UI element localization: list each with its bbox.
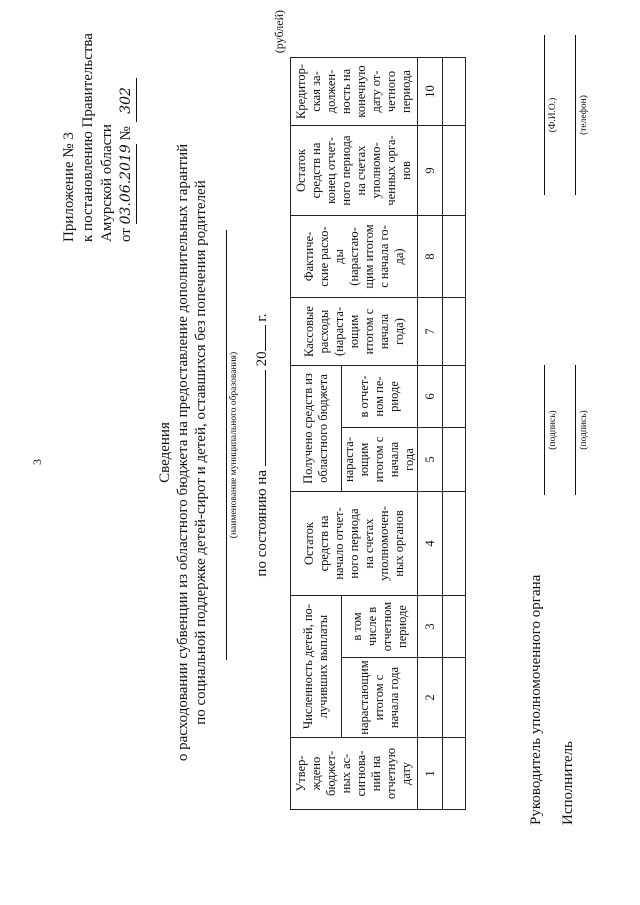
column-number: 7 bbox=[418, 298, 443, 366]
column-number: 5 bbox=[418, 428, 443, 492]
column-number: 8 bbox=[418, 216, 443, 298]
header-actual-expenses: Фактиче- ские расхо- ды (нарастаю- щим итогом с начала го- да) bbox=[291, 216, 418, 298]
appendix-resolution-ref: к постановлению Правительства bbox=[80, 33, 96, 242]
head-fio-line[interactable] bbox=[544, 35, 545, 195]
municipality-caption: (наименование муниципального образования) bbox=[229, 351, 239, 539]
header-opening-balance: Остаток средств на начало отчет- ного периода на счетах уполномочен- ных органов bbox=[291, 492, 418, 596]
column-number: 4 bbox=[418, 492, 443, 596]
column-number: 3 bbox=[418, 596, 443, 658]
header-children-count: Численность детей, по- лучивших выплаты bbox=[291, 596, 342, 738]
column-number: 6 bbox=[418, 366, 443, 428]
document-heading: Сведения bbox=[157, 422, 173, 483]
document-subtitle-line1: о расходовании субвенции из областного бюджета на предоставление дополнительных гарантий bbox=[175, 143, 191, 762]
as-of-prefix: по состоянию на bbox=[254, 469, 270, 577]
header-children-period: в том числе в отчетном периоде bbox=[342, 596, 418, 658]
number-label: № bbox=[118, 126, 134, 141]
page-number: 3 bbox=[30, 459, 44, 465]
header-received-period: в отчет- ном пе- риоде bbox=[342, 366, 418, 428]
header-accounts-payable: Кредитор- ская за- должен- ность на конечную дату от- четного периода bbox=[291, 58, 418, 126]
header-received-cumulative: нараста- ющим итогом с начала года bbox=[342, 428, 418, 492]
column-number: 1 bbox=[418, 738, 443, 810]
document-subtitle-line2: по социальной поддержке детей-сирот и детей, оставшихся без попечения родителей bbox=[193, 180, 209, 725]
header-cash-expenses: Кассовые расходы (нараста- ющим итогом с начала года) bbox=[291, 298, 418, 366]
handwritten-date: 03.06.2019 bbox=[117, 144, 137, 224]
head-fio-caption: (Ф.И.О.) bbox=[548, 97, 558, 133]
column-number: 10 bbox=[418, 58, 443, 126]
column-number: 9 bbox=[418, 126, 443, 216]
executor-phone-caption: (телефон) bbox=[579, 95, 589, 135]
executor-signature-line[interactable] bbox=[575, 365, 576, 495]
appendix-region: Амурской области bbox=[99, 124, 115, 242]
head-signature-caption: (подпись) bbox=[548, 410, 558, 450]
as-of-year-prefix: 20 bbox=[254, 351, 270, 367]
header-approved-allocations: Утвер- ждено бюджет- ных ас- сигнова- ний на отчетную дату bbox=[291, 738, 418, 810]
appendix-title: Приложение № 3 bbox=[61, 132, 77, 242]
header-received-funds: Получено средств из областного бюджета bbox=[291, 366, 342, 492]
signatures-block bbox=[0, 5, 640, 825]
header-children-cumulative: нарастающим итогом с начала года bbox=[342, 658, 418, 738]
executor-phone-line[interactable] bbox=[575, 35, 576, 195]
as-of-year-suffix: г. bbox=[254, 313, 270, 322]
head-of-authority-label: Руководитель уполномоченного органа bbox=[528, 574, 544, 825]
executor-signature-caption: (подпись) bbox=[579, 410, 589, 450]
header-closing-balance: Остаток средств на конец отчет- ного периода на счетах уполномо- ченных орга- нов bbox=[291, 126, 418, 216]
executor-label: Исполнитель bbox=[560, 741, 576, 825]
units-label: (рублей) bbox=[272, 10, 286, 54]
date-prefix: от bbox=[118, 228, 134, 242]
handwritten-number: 302 bbox=[117, 78, 137, 122]
head-signature-line[interactable] bbox=[544, 365, 545, 495]
column-number: 2 bbox=[418, 658, 443, 738]
